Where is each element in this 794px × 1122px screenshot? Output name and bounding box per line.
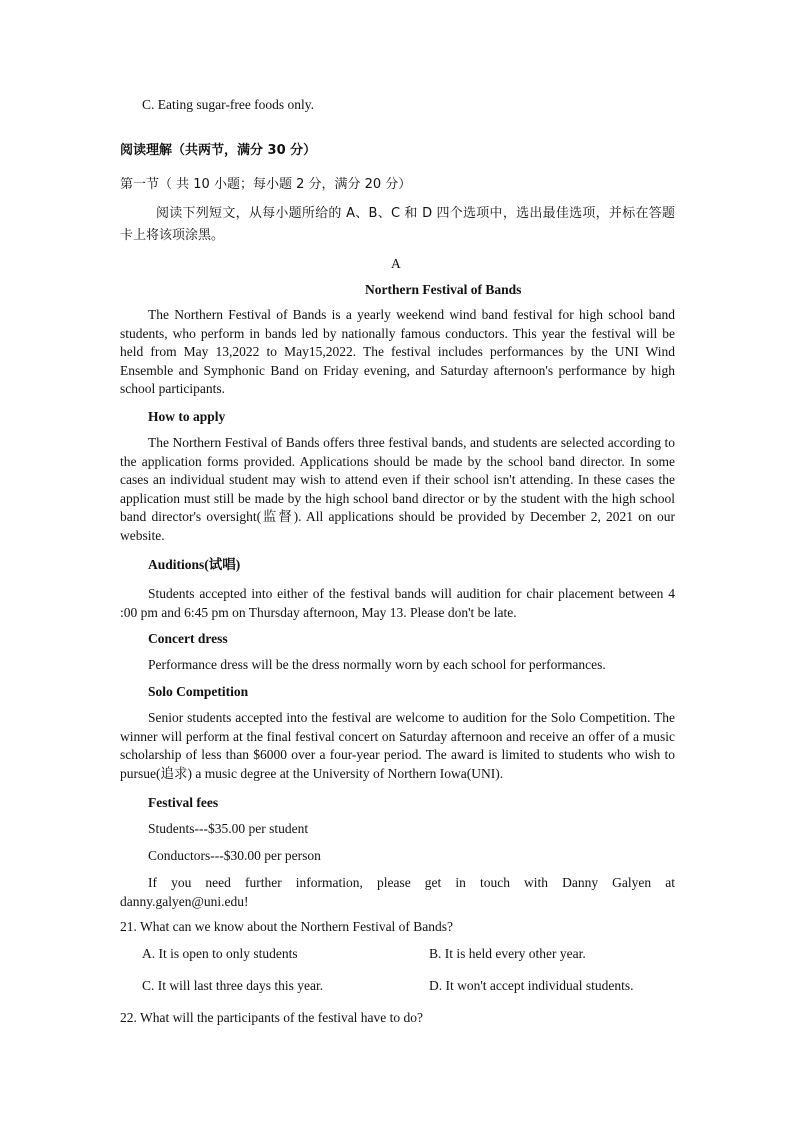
question-21-option-a: A. It is open to only students — [142, 946, 298, 961]
passage-letter: A — [391, 256, 401, 271]
question-21-option-b: B. It is held every other year. — [429, 946, 586, 961]
fee-conductors: Conductors---$30.00 per person — [148, 848, 321, 863]
fee-students: Students---$35.00 per student — [148, 821, 309, 836]
reading-instruction: 阅读下列短文，从每小题所给的 A、B、C 和 D 四个选项中，选出最佳选项，并标在答题卡上将该项涂黑。 — [120, 206, 675, 243]
how-to-apply-heading: How to apply — [148, 409, 226, 424]
festival-fees-heading: Festival fees — [148, 795, 219, 810]
solo-competition-heading: Solo Competition — [148, 684, 249, 699]
auditions-heading: Auditions(试唱) — [148, 557, 241, 572]
part-one-heading: 第一节（ 共 10 小题；每小题 2 分，满分 20 分） — [120, 177, 412, 192]
question-21-option-d: D. It won't accept individual students. — [429, 978, 634, 993]
section-heading: 阅读理解（共两节，满分 30 分） — [120, 143, 317, 158]
concert-dress-text: Performance dress will be the dress normally worn by each school for performances. — [148, 657, 606, 672]
how-to-apply-text: The Northern Festival of Bands offers three festival bands, and students are selected according to the application forms provided. Applications should be made by the school band director. In some cases an individual student may wish to attend even if their school isn't attending. In these cases the application must still be made by the high school band director or by the student with the high school band director's oversight(监督). All applications should be provided by December 2, 2021 on our website. — [120, 435, 675, 543]
question-22-stem: 22. What will the participants of the festival have to do? — [120, 1010, 424, 1025]
passage-title: Northern Festival of Bands — [365, 282, 522, 297]
prev-question-option-c: C. Eating sugar-free foods only. — [142, 97, 315, 112]
passage-intro: The Northern Festival of Bands is a yearly weekend wind band festival for high school band students, who perform in bands led by nationally famous conductors. This year the festival will be held from May 13,2022 to May15,2022. The festival includes performances by the UNI Wind Ensemble and Symphonic Band on Friday evening, and Saturday afternoon's performance by high school participants. — [120, 307, 675, 397]
solo-competition-text: Senior students accepted into the festival are welcome to audition for the Solo Competition. The winner will perform at the final festival concert on Saturday afternoon and receive an offer of a music scholarship of less than $6000 over a four-year period. The award is limited to students who wish to pursue(追求) a music degree at the University of Northern Iowa(UNI). — [120, 710, 675, 781]
auditions-text: Students accepted into either of the festival bands will audition for chair placement between 4 :00 pm and 6:45 pm on Thursday afternoon, May 13. Please don't be late. — [120, 586, 675, 620]
question-21-stem: 21. What can we know about the Northern Festival of Bands? — [120, 919, 454, 934]
contact-info: If you need further information, please get in touch with Danny Galyen at danny.galyen@uni.edu! — [120, 875, 675, 909]
question-21-option-c: C. It will last three days this year. — [142, 978, 324, 993]
concert-dress-heading: Concert dress — [148, 631, 228, 646]
